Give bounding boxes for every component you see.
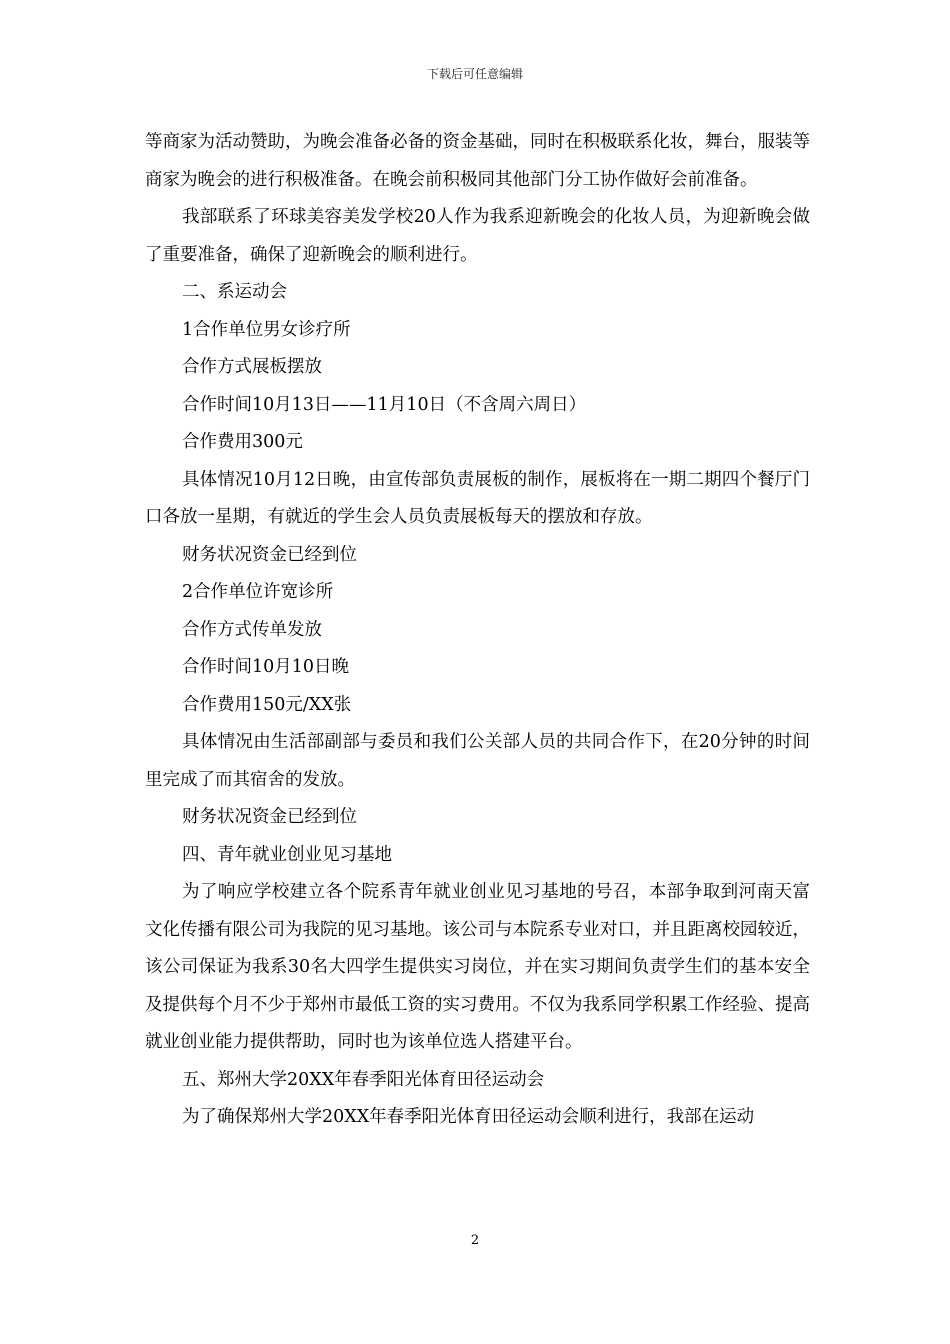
section-heading-5: 五、郑州大学20XX年春季阳光体育田径运动会 — [182, 1069, 545, 1090]
paragraph-fee-2: 合作费用150元/XX张 — [182, 694, 352, 715]
paragraph-finance-1: 财务状况资金已经到位 — [182, 544, 357, 565]
paragraph-detail-1: 具体情况10月12日晚，由宣传部负责展板的制作，展板将在一期二期四个餐厅门口各放一星期，有就近的学生会人员负责展板每天的摆放和存放。 — [145, 469, 810, 527]
paragraph-2: 我部联系了环球美容美发学校20人作为我系迎新晚会的化妆人员，为迎新晚会做了重要准备，确保了迎新晚会的顺利进行。 — [145, 207, 810, 265]
paragraph-sports-meet: 为了确保郑州大学20XX年春季阳光体育田径运动会顺利进行，我部在运动 — [182, 1107, 755, 1127]
paragraph-internship-base: 为了响应学校建立各个院系青年就业创业见习基地的号召，本部争取到河南天富文化传播有限公司为我院的见习基地。该公司与本院系专业对口，并且距离校园较近，该公司保证为我系30名大四学生提供实习岗位，并在实习期间负责学生们的基本安全及提供每个月不少于郑州市最低工资的实习费用。不仅为我系同学积累工作经验、提高就业创业能力提供帮助，同时也为该单位选人搭建平台。 — [145, 882, 810, 1052]
page-number: 2 — [470, 1233, 480, 1248]
paragraph-time-1: 合作时间10月13日——11月10日（不含周六周日） — [182, 394, 587, 415]
paragraph-method-2: 合作方式传单发放 — [182, 619, 322, 640]
paragraph-finance-2: 财务状况资金已经到位 — [182, 807, 357, 827]
paragraph-time-2: 合作时间10月10日晚 — [182, 657, 350, 677]
paragraph-partner-2: 2合作单位许宽诊所 — [182, 582, 334, 602]
paragraph-partner-1: 1合作单位男女诊疗所 — [182, 319, 351, 340]
section-heading-4: 四、青年就业创业见习基地 — [182, 844, 392, 865]
paragraph-detail-2: 具体情况由生活部副部与委员和我们公关部人员的共同合作下，在20分钟的时间里完成了而其宿舍的发放。 — [145, 732, 810, 790]
section-heading-2: 二、系运动会 — [182, 282, 287, 302]
document-body — [145, 124, 810, 1137]
paragraph-1: 等商家为活动赞助，为晚会准备必备的资金基础，同时在积极联系化妆，舞台，服装等商家为晚会的进行积极准备。在晚会前积极同其他部门分工协作做好会前准备。 — [145, 132, 810, 190]
paragraph-method-1: 合作方式展板摆放 — [182, 357, 322, 377]
page-header: 下载后可任意编辑 — [426, 67, 523, 81]
paragraph-fee-1: 合作费用300元 — [182, 432, 303, 452]
